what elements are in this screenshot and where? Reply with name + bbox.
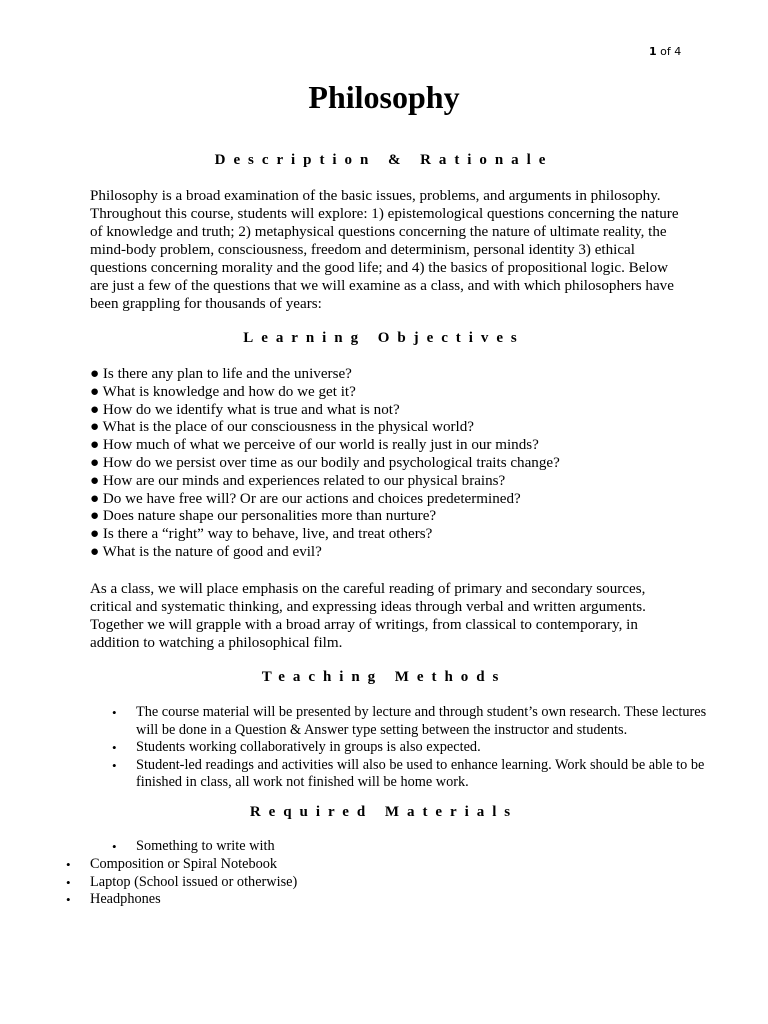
list-item: ● Is there a “right” way to behave, live, and treat others? [90, 526, 433, 543]
paragraph-line: mind-body problem, consciousness, freedom and determinism, personal identity 3) ethical [90, 242, 635, 258]
list-item [112, 739, 732, 757]
list-item [112, 757, 732, 792]
paragraph-line: are just a few of the questions that we will examine as a class, and with which philosophers have [90, 278, 674, 294]
list-item-text: Students working collaboratively in groups is also expected. [136, 739, 481, 756]
list-item: ● Do we have free will? Or are our actions and choices predetermined? [90, 490, 521, 507]
document-title: Philosophy [308, 79, 460, 115]
list-item: ● What is knowledge and how do we get it? [90, 383, 356, 400]
paragraph-line: Philosophy is a broad examination of the basic issues, problems, and arguments in philosophy. [90, 188, 661, 204]
list-item [112, 704, 732, 739]
bullet-icon: • [66, 857, 71, 872]
paragraph-line: Throughout this course, students will explore: 1) epistemological questions concerning the nature [90, 206, 679, 222]
objectives-list [90, 366, 560, 562]
bullet-icon: • [112, 839, 117, 854]
page-number [649, 45, 681, 58]
section-heading-teaching-methods: Teaching Methods [261, 669, 507, 685]
teaching-methods-list [112, 704, 732, 792]
paragraph-line: questions concerning morality and the good life; and 4) the basics of propositional logic. Below [90, 260, 669, 276]
list-item [66, 891, 297, 909]
bullet-icon: • [66, 874, 71, 890]
section-heading-objectives: Learning Objectives [243, 330, 525, 346]
list-item: ● What is the nature of good and evil? [90, 543, 322, 560]
bullet-icon: • [112, 740, 117, 756]
paragraph-line: of knowledge and truth; 2) metaphysical questions concerning the nature of ultimate reality, the [90, 224, 667, 240]
list-item [66, 856, 297, 874]
section-heading-description: Description & Rationale [214, 152, 554, 168]
list-item: ● How do we persist over time as our bodily and psychological traits change? [90, 454, 560, 471]
paragraph-line: critical and systematic thinking, and expressing ideas through verbal and written arguments. [90, 599, 646, 615]
list-item-text: The course material will be presented by lecture and through student’s own research. These lectures will be done in a Question & Answer type setting between the instructor and students. [136, 704, 707, 738]
list-item: ● What is the place of our consciousness in the physical world? [90, 419, 474, 436]
paragraph-line: Together we will grapple with a broad array of writings, from classical to contemporary, in [90, 617, 638, 633]
description-paragraph [90, 187, 690, 313]
list-item-text: Composition or Spiral Notebook [90, 856, 278, 872]
list-item-text: Something to write with [136, 838, 275, 854]
bullet-icon: • [66, 892, 71, 908]
bullet-icon: • [112, 757, 117, 773]
list-item: ● How much of what we perceive of our world is really just in our minds? [90, 437, 539, 454]
list-item [112, 838, 275, 856]
section-heading-required-materials: Required Materials [249, 804, 519, 820]
page-number-current: 1 [649, 45, 657, 58]
list-item-text: Laptop (School issued or otherwise) [90, 873, 298, 890]
page-number-total: of 4 [660, 45, 682, 58]
list-item: ● Is there any plan to life and the universe? [90, 366, 352, 382]
objectives-closing-paragraph [90, 580, 690, 652]
bullet-icon: • [112, 705, 117, 720]
list-item-text: Headphones [90, 891, 161, 908]
list-item: ● How do we identify what is true and what is not? [90, 401, 400, 418]
paragraph-line: been grappling for thousands of years: [90, 296, 322, 312]
list-item: ● Does nature shape our personalities more than nurture? [90, 508, 437, 525]
required-materials-list [66, 856, 297, 909]
list-item: ● How are our minds and experiences related to our physical brains? [90, 472, 506, 489]
paragraph-line: addition to watching a philosophical film. [90, 635, 343, 651]
paragraph-line: As a class, we will place emphasis on the careful reading of primary and secondary sources, [90, 581, 646, 597]
list-item [66, 874, 297, 892]
required-materials-list-indented [112, 838, 275, 856]
list-item-text: Student-led readings and activities will also be used to enhance learning. Work should be able to be finished in class, all work not finished will be home work. [136, 756, 705, 791]
